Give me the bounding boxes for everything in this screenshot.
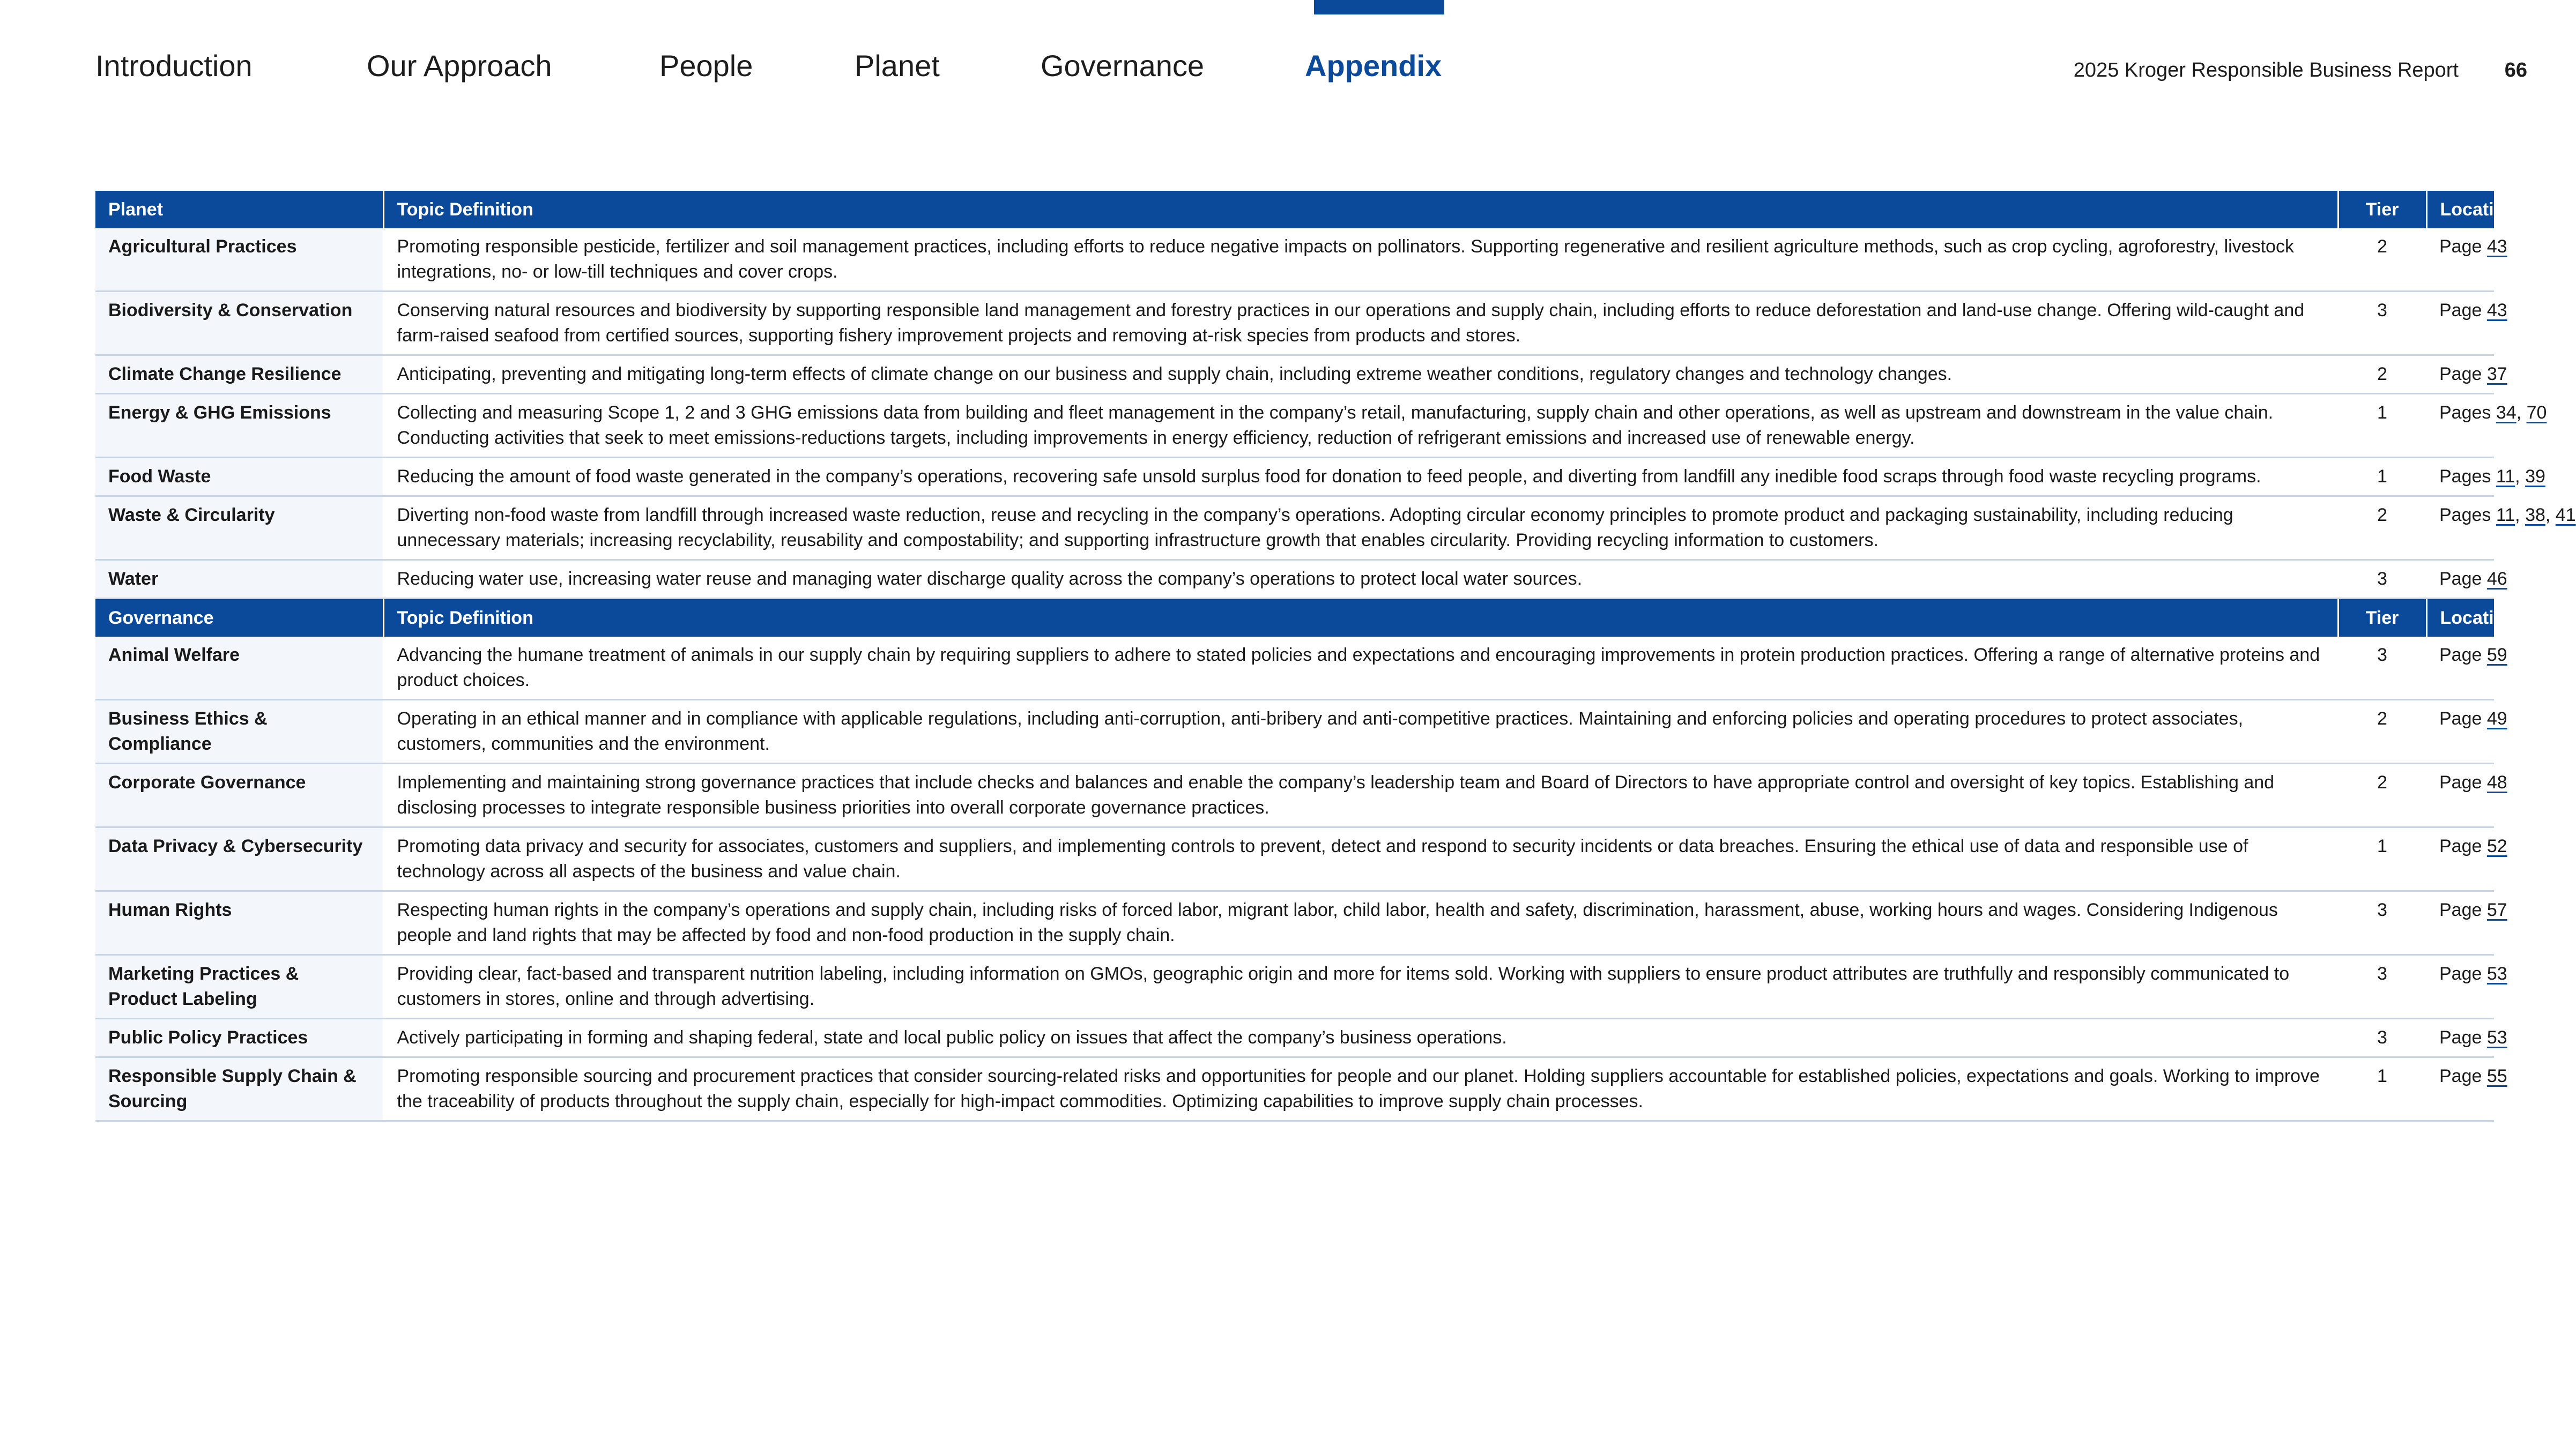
topic-name: Data Privacy & Cybersecurity [95, 827, 383, 891]
location-cell [2426, 700, 2507, 764]
page-link[interactable]: 53 [2486, 1027, 2507, 1048]
table-row [95, 458, 2494, 496]
location-prefix: Page [2439, 364, 2487, 384]
tier-value: 3 [2338, 1019, 2426, 1057]
location-prefix: Page [2439, 708, 2487, 729]
topic-name: Marketing Practices & Product Labeling [95, 955, 383, 1019]
planet-header-section: Planet [95, 191, 383, 228]
topic-name: Climate Change Resilience [95, 355, 383, 394]
location-prefix: Page [2439, 1066, 2487, 1086]
table-row [95, 637, 2494, 700]
governance-header-location: Location [2426, 599, 2494, 637]
page-link[interactable]: 38 [2525, 505, 2545, 525]
location-cell [2426, 955, 2507, 1019]
location-prefix: Pages [2439, 402, 2496, 423]
location-cell [2426, 1057, 2507, 1121]
tier-value: 1 [2338, 1057, 2426, 1121]
table-row [95, 292, 2494, 355]
location-cell [2426, 355, 2507, 394]
tier-value: 3 [2338, 637, 2426, 700]
topic-definition: Promoting responsible pesticide, fertilizer and soil management practices, including efforts to reduce negative impacts on pollinators. Supporting regenerative and resilient agriculture methods, such as crop cycling, agroforestry, livestock integrations, no- or low-till techniques and cover crops. [383, 228, 2338, 292]
location-cell [2426, 637, 2507, 700]
location-cell: Pages 34, 70 [2426, 394, 2494, 458]
table-row [95, 764, 2494, 827]
page-link[interactable]: 46 [2486, 569, 2507, 589]
location-cell [2426, 827, 2507, 891]
tier-value: 3 [2338, 560, 2426, 599]
topic-definition: Reducing the amount of food waste generated in the company’s operations, recovering safe unsold surplus food for donation to feed people, and diverting from landfill any inedible food scraps through food waste recycling programs. [383, 458, 2338, 496]
report-title: 2025 Kroger Responsible Business Report [2073, 59, 2459, 81]
table-row [95, 955, 2494, 1019]
page-link[interactable]: 11 [2496, 466, 2515, 487]
tier-value: 2 [2338, 496, 2426, 560]
topic-definition: Providing clear, fact-based and transparent nutrition labeling, including information on GMOs, geographic origin and more for items sold. Working with suppliers to ensure product attributes are truthfully and responsibly communicated to customers in stores, online and through advertising. [383, 955, 2338, 1019]
governance-header-section: Governance [95, 599, 383, 637]
location-prefix: Page [2439, 569, 2487, 589]
topic-definition: Advancing the humane treatment of animals in our supply chain by requiring suppliers to adhere to stated policies and expectations and encouraging improvements in protein production practices. Offering a range of alternative proteins and product choices. [383, 637, 2338, 700]
topic-definition: Conserving natural resources and biodiversity by supporting responsible land management and forestry practices in our operations and supply chain, including efforts to reduce deforestation and land-use change. Offering wild-caught and farm-raised seafood from certified sources, supporting fishery improvement projects and removing at-risk species from products and stores. [383, 292, 2338, 355]
planet-header-definition: Topic Definition [383, 191, 2338, 228]
topic-definition: Implementing and maintaining strong governance practices that include checks and balances and enable the company’s leadership team and Board of Directors to have appropriate control and oversight of key topics. Establishing and disclosing processes to integrate responsible business priorities into overall corporate governance practices. [383, 764, 2338, 827]
governance-header-tier: Tier [2338, 599, 2426, 637]
topic-name: Public Policy Practices [95, 1019, 383, 1057]
nav-appendix[interactable]: Appendix [1305, 49, 1442, 83]
page-link[interactable]: 57 [2486, 900, 2507, 920]
location-prefix: Page [2439, 300, 2487, 320]
topic-definition: Respecting human rights in the company’s operations and supply chain, including risks of forced labor, migrant labor, child labor, health and safety, discrimination, harassment, abuse, working hours and wages. Considering Indigenous people and land rights that may be affected by food and non-food production in the supply chain. [383, 891, 2338, 955]
topic-definition: Diverting non-food waste from landfill through increased waste reduction, reuse and recycling in the company’s operations. Adopting circular economy principles to promote product and packaging sustainability, including reducing unnecessary materials; increasing recyclability, reusability and compostability; and supporting infrastructure growth that enables circularity. Providing recycling information to customers. [383, 496, 2338, 560]
location-cell: Pages 11, 39 [2426, 458, 2494, 496]
topic-name: Biodiversity & Conservation [95, 292, 383, 355]
table-row [95, 1057, 2494, 1121]
location-prefix: Page [2439, 772, 2487, 793]
location-cell [2426, 891, 2507, 955]
tier-value: 2 [2338, 700, 2426, 764]
location-cell [2426, 292, 2507, 355]
location-prefix: Page [2439, 964, 2487, 984]
location-prefix: Page [2439, 900, 2487, 920]
topic-definition: Operating in an ethical manner and in compliance with applicable regulations, including anti-corruption, anti-bribery and anti-competitive practices. Maintaining and enforcing policies and operating procedures to protect associates, customers, communities and the environment. [383, 700, 2338, 764]
page-link[interactable]: 34 [2496, 402, 2516, 423]
topic-definition: Actively participating in forming and shaping federal, state and local public policy on issues that affect the company’s business operations. [383, 1019, 2338, 1057]
page-link[interactable]: 37 [2486, 364, 2507, 384]
nav-governance[interactable]: Governance [1041, 49, 1205, 83]
tier-value: 2 [2338, 228, 2426, 292]
location-cell [2426, 764, 2507, 827]
materiality-topics-table [95, 191, 2576, 1122]
page-link[interactable]: 53 [2486, 964, 2507, 984]
topic-name: Animal Welfare [95, 637, 383, 700]
location-cell [2426, 1019, 2507, 1057]
topic-definition: Anticipating, preventing and mitigating long-term effects of climate change on our business and supply chain, including extreme weather conditions, regulatory changes and technology changes. [383, 355, 2338, 394]
tier-value: 2 [2338, 764, 2426, 827]
topic-definition: Promoting data privacy and security for associates, customers and suppliers, and implementing controls to prevent, detect and respond to security incidents or data breaches. Ensuring the ethical use of data and responsible use of technology across all aspects of the business and value chain. [383, 827, 2338, 891]
location-prefix: Page [2439, 1027, 2487, 1048]
table-row [95, 560, 2494, 599]
topic-name: Corporate Governance [95, 764, 383, 827]
table-row [95, 394, 2494, 458]
active-section-indicator [1314, 0, 1444, 14]
governance-header-row [95, 599, 2494, 637]
page-link[interactable]: 70 [2526, 402, 2547, 423]
page-link[interactable]: 39 [2525, 466, 2545, 487]
tier-value: 1 [2338, 827, 2426, 891]
tier-value: 3 [2338, 292, 2426, 355]
page-link[interactable]: 11 [2496, 505, 2515, 525]
topic-name: Agricultural Practices [95, 228, 383, 292]
table-row [95, 1019, 2494, 1057]
table-row [95, 700, 2494, 764]
tier-value: 1 [2338, 394, 2426, 458]
page-link[interactable]: 59 [2486, 645, 2507, 665]
topic-definition: Collecting and measuring Scope 1, 2 and 3 GHG emissions data from building and fleet management in the company’s retail, manufacturing, supply chain and other operations, as well as upstream and downstream in the value chain. Conducting activities that seek to meet emissions-reductions targets, including improvements in energy efficiency, reduction of refrigerant emissions and increased use of renewable energy. [383, 394, 2338, 458]
topic-definition: Reducing water use, increasing water reuse and managing water discharge quality across the company’s operations to protect local water sources. [383, 560, 2338, 599]
topic-definition: Promoting responsible sourcing and procurement practices that consider sourcing-related risks and opportunities for people and our planet. Holding suppliers accountable for established policies, expectations and goals. Working to improve the traceability of products throughout the supply chain, especially for high-impact commodities. Optimizing capabilities to improve supply chain processes. [383, 1057, 2338, 1121]
page-link[interactable]: 43 [2486, 300, 2507, 320]
governance-header-definition: Topic Definition [383, 599, 2338, 637]
table-row [95, 228, 2494, 292]
nav-people[interactable]: People [659, 49, 753, 83]
page-link[interactable]: 43 [2486, 236, 2507, 257]
tier-value: 3 [2338, 955, 2426, 1019]
topic-name: Food Waste [95, 458, 383, 496]
tier-value: 2 [2338, 355, 2426, 394]
location-prefix: Page [2439, 836, 2487, 856]
location-cell [2426, 228, 2507, 292]
topic-name: Responsible Supply Chain & Sourcing [95, 1057, 383, 1121]
page-link[interactable]: 52 [2486, 836, 2507, 856]
page-link[interactable]: 41 [2555, 505, 2576, 525]
tier-value: 3 [2338, 891, 2426, 955]
page-link[interactable]: 48 [2486, 772, 2507, 793]
planet-header-location: Location [2426, 191, 2494, 228]
location-prefix: Page [2439, 236, 2487, 257]
table-row [95, 827, 2494, 891]
nav-introduction[interactable]: Introduction [95, 49, 253, 83]
location-prefix: Page [2439, 645, 2487, 665]
page-link[interactable]: 49 [2486, 708, 2507, 729]
planet-header-tier: Tier [2338, 191, 2426, 228]
planet-header-row [95, 191, 2494, 228]
nav-planet[interactable]: Planet [855, 49, 940, 83]
page-number: 66 [2504, 59, 2527, 81]
location-prefix: Pages [2439, 466, 2496, 487]
location-prefix: Pages [2439, 505, 2496, 525]
table-row [95, 355, 2494, 394]
location-cell [2426, 560, 2507, 599]
topic-name: Waste & Circularity [95, 496, 383, 560]
topic-name: Human Rights [95, 891, 383, 955]
location-cell: Pages 11, 38, 41 [2426, 496, 2494, 560]
table-row [95, 891, 2494, 955]
topic-name: Business Ethics & Compliance [95, 700, 383, 764]
page-link[interactable]: 55 [2486, 1066, 2507, 1086]
topic-name: Energy & GHG Emissions [95, 394, 383, 458]
topic-name: Water [95, 560, 383, 599]
tier-value: 1 [2338, 458, 2426, 496]
table-row [95, 496, 2494, 560]
nav-our-approach[interactable]: Our Approach [367, 49, 552, 83]
